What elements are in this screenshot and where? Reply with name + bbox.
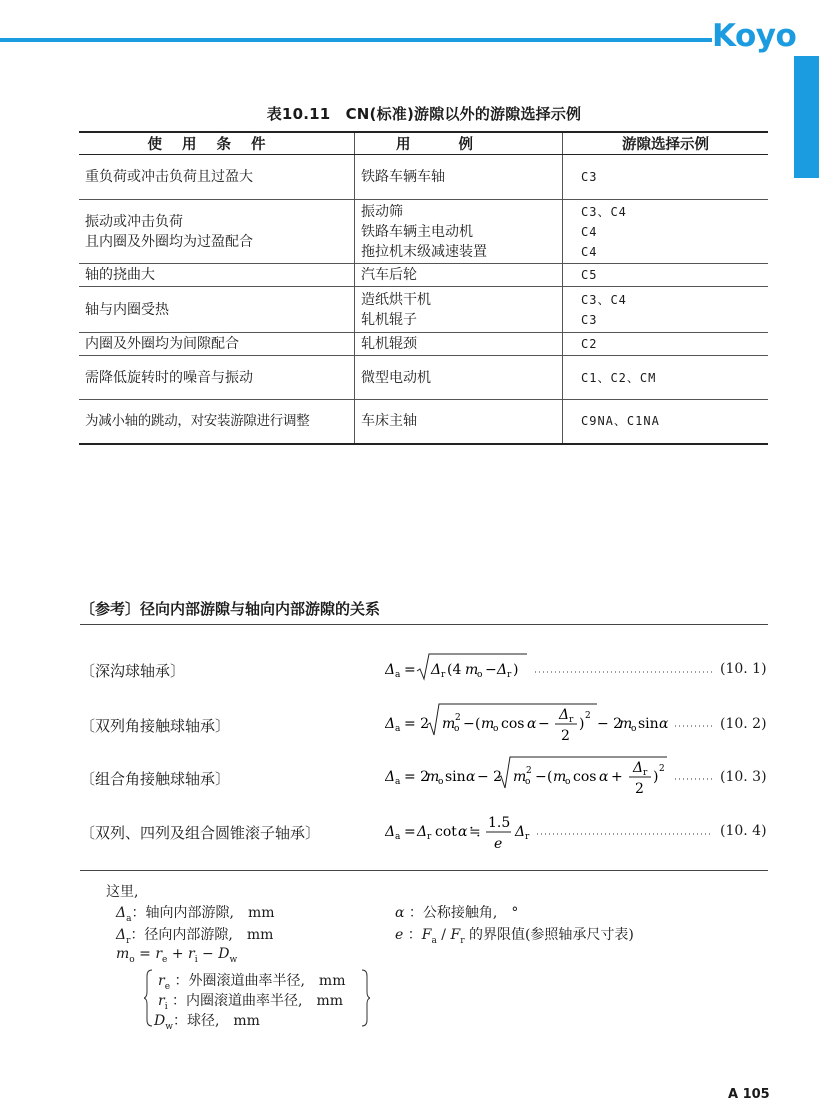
- cell-clearance: C5: [563, 264, 769, 287]
- svg-text:−: −: [535, 769, 547, 785]
- svg-text:m: m: [442, 716, 456, 732]
- cell-condition: 轴的挠曲大: [79, 264, 355, 287]
- svg-text:(4: (4: [447, 662, 462, 678]
- formula-label-deep-groove: 〔深沟球轴承〕: [80, 662, 186, 680]
- cell-example: 车床主轴: [355, 400, 563, 444]
- svg-text:α: α: [458, 824, 468, 840]
- cell-condition: 内圈及外圈均为间隙配合: [79, 333, 355, 356]
- def-alpha: α ：公称接触角, °: [395, 905, 519, 921]
- table-header-row: [79, 132, 768, 155]
- svg-text:m: m: [426, 769, 440, 785]
- svg-text:2: 2: [659, 764, 665, 774]
- where-intro: 这里,: [106, 884, 139, 900]
- cell-condition: 轴与内圈受热: [79, 287, 355, 333]
- svg-text:m: m: [513, 769, 527, 785]
- cell-clearance: C3: [563, 155, 769, 200]
- svg-text:α: α: [527, 716, 537, 732]
- svg-text:−: −: [463, 716, 475, 732]
- svg-text:r: r: [441, 670, 446, 680]
- svg-text:+: +: [611, 769, 623, 785]
- svg-text:2: 2: [526, 766, 532, 776]
- table-row: [79, 356, 768, 400]
- svg-text:2: 2: [585, 711, 591, 721]
- def-delta-r: $\Delta_r$：径向内部游隙, mm: [116, 927, 274, 946]
- chapter-tab: [794, 56, 819, 178]
- svg-text:Δ: Δ: [385, 716, 396, 732]
- svg-text:m: m: [465, 662, 479, 678]
- page-number: A 105: [728, 1087, 770, 1102]
- svg-text:r: r: [525, 832, 530, 842]
- formula-number-10-4: (10. 4): [720, 823, 767, 839]
- def-mo: $m_o = r_e + r_i - D_w$: [116, 946, 238, 965]
- svg-text:a: a: [395, 777, 401, 787]
- svg-text:− 2: − 2: [477, 769, 503, 785]
- svg-text:r: r: [643, 768, 648, 778]
- svg-text:o: o: [477, 670, 483, 680]
- svg-text:o: o: [565, 777, 571, 787]
- formula-number-10-1: (10. 1): [720, 661, 767, 677]
- formula-10-1: [385, 648, 715, 692]
- svg-text:(: (: [547, 769, 553, 785]
- cell-example: 振动筛 铁路车辆主电动机 拖拉机末级减速装置: [355, 200, 563, 264]
- cell-condition: 振动或冲击负荷 且内圈及外圈均为过盈配合: [79, 200, 355, 264]
- def-dw: $D_w$：球径, mm: [154, 1013, 260, 1032]
- cell-example: 轧机辊颈: [355, 333, 563, 356]
- svg-text:cos: cos: [573, 769, 597, 785]
- svg-text:m: m: [553, 769, 567, 785]
- svg-text:= 2: = 2: [404, 716, 430, 732]
- svg-text:cot: cot: [435, 824, 457, 840]
- svg-text:α: α: [466, 769, 476, 785]
- koyo-logo: Koyo: [712, 18, 797, 54]
- svg-text:2: 2: [455, 713, 461, 723]
- formula-10-4: [385, 808, 715, 852]
- header-clearance: 游隙选择示例: [563, 132, 769, 155]
- svg-text:2: 2: [561, 728, 570, 744]
- svg-text:o: o: [631, 724, 637, 734]
- svg-text:o: o: [525, 777, 531, 787]
- svg-text:a: a: [395, 670, 401, 680]
- cell-example: 微型电动机: [355, 356, 563, 400]
- svg-text:−: −: [538, 716, 550, 732]
- cell-clearance: C3、C4 C4 C4: [563, 200, 769, 264]
- svg-text:r: r: [507, 670, 512, 680]
- svg-text:m: m: [619, 716, 633, 732]
- def-e: e ：$F_a / F_r$ 的界限值(参照轴承尺寸表): [395, 927, 634, 946]
- table-row: [79, 333, 768, 356]
- svg-text:a: a: [395, 724, 401, 734]
- table-row: [79, 400, 768, 444]
- cell-clearance: C1、C2、CM: [563, 356, 769, 400]
- svg-text:2: 2: [635, 781, 644, 797]
- formula-number-10-3: (10. 3): [720, 769, 767, 785]
- table-row: [79, 200, 768, 264]
- formula-label-double-row: 〔双列角接触球轴承〕: [80, 717, 231, 735]
- svg-text:a: a: [395, 832, 401, 842]
- svg-text:(: (: [475, 716, 481, 732]
- svg-text:Δ: Δ: [497, 662, 508, 678]
- svg-text:): ): [653, 769, 659, 785]
- svg-text:): ): [579, 716, 585, 732]
- cell-clearance: C2: [563, 333, 769, 356]
- cell-condition: 重负荷或冲击负荷且过盈大: [79, 155, 355, 200]
- table-title: 表10.11 CN(标准)游隙以外的游隙选择示例: [266, 105, 582, 123]
- formula-label-combined: 〔组合角接触球轴承〕: [80, 770, 231, 788]
- svg-text:α: α: [599, 769, 609, 785]
- svg-text:Δ: Δ: [633, 760, 644, 776]
- svg-text:− 2: − 2: [597, 716, 623, 732]
- formula-10-3: [385, 753, 715, 797]
- table-row: [79, 155, 768, 200]
- svg-text:Δ: Δ: [417, 824, 428, 840]
- svg-text:m: m: [481, 716, 495, 732]
- formula-10-2: [385, 700, 715, 744]
- svg-text:o: o: [454, 724, 460, 734]
- svg-text:sin: sin: [638, 716, 659, 732]
- svg-text:=: =: [404, 662, 416, 678]
- def-re: $r_e$ ：外圈滚道曲率半径, mm: [158, 973, 346, 992]
- svg-text:sin: sin: [445, 769, 466, 785]
- svg-text:≒: ≒: [469, 824, 481, 840]
- svg-text:r: r: [569, 715, 574, 725]
- cell-clearance: C9NA、C1NA: [563, 400, 769, 444]
- svg-text:Δ: Δ: [385, 824, 396, 840]
- svg-text:−: −: [485, 662, 497, 678]
- header-example: 用例: [355, 132, 563, 155]
- formula-label-tapered: 〔双列、四列及组合圆锥滚子轴承〕: [80, 824, 321, 842]
- reference-rule: [80, 624, 768, 625]
- cell-clearance: C3、C4 C3: [563, 287, 769, 333]
- svg-text:e: e: [494, 836, 503, 852]
- where-rule: [80, 870, 768, 871]
- cell-example: 造纸烘干机 轧机辊子: [355, 287, 563, 333]
- svg-text:): ): [513, 662, 519, 678]
- reference-title: 〔参考〕径向内部游隙与轴向内部游隙的关系: [80, 600, 381, 618]
- svg-text:Δ: Δ: [385, 662, 396, 678]
- header-condition: 使用条件: [79, 132, 355, 155]
- svg-text:Δ: Δ: [559, 707, 570, 723]
- svg-text:cos: cos: [501, 716, 525, 732]
- factor-numerator: 1.5: [488, 815, 511, 831]
- table-row: [79, 264, 768, 287]
- header-rule: [0, 38, 712, 42]
- cell-condition: 需降低旋转时的噪音与振动: [79, 356, 355, 400]
- cell-example: 铁路车辆车轴: [355, 155, 563, 200]
- svg-text:Δ: Δ: [385, 769, 396, 785]
- def-delta-a: $\Delta_a$：轴向内部游隙, mm: [116, 905, 275, 924]
- cell-condition: 为减小轴的跳动，对安装游隙进行调整: [79, 400, 355, 444]
- svg-text:r: r: [427, 832, 432, 842]
- table-row: [79, 287, 768, 333]
- cell-example: 汽车后轮: [355, 264, 563, 287]
- svg-text:o: o: [438, 777, 444, 787]
- svg-text:Δ: Δ: [431, 662, 442, 678]
- svg-text:= 2: = 2: [404, 769, 430, 785]
- svg-text:α: α: [659, 716, 669, 732]
- formula-number-10-2: (10. 2): [720, 716, 767, 732]
- svg-text:Δ: Δ: [515, 824, 526, 840]
- svg-text:o: o: [493, 724, 499, 734]
- def-ri: $r_i$ ：内圈滚道曲率半径, mm: [158, 993, 344, 1012]
- svg-text:=: =: [404, 824, 416, 840]
- clearance-table: [79, 131, 768, 445]
